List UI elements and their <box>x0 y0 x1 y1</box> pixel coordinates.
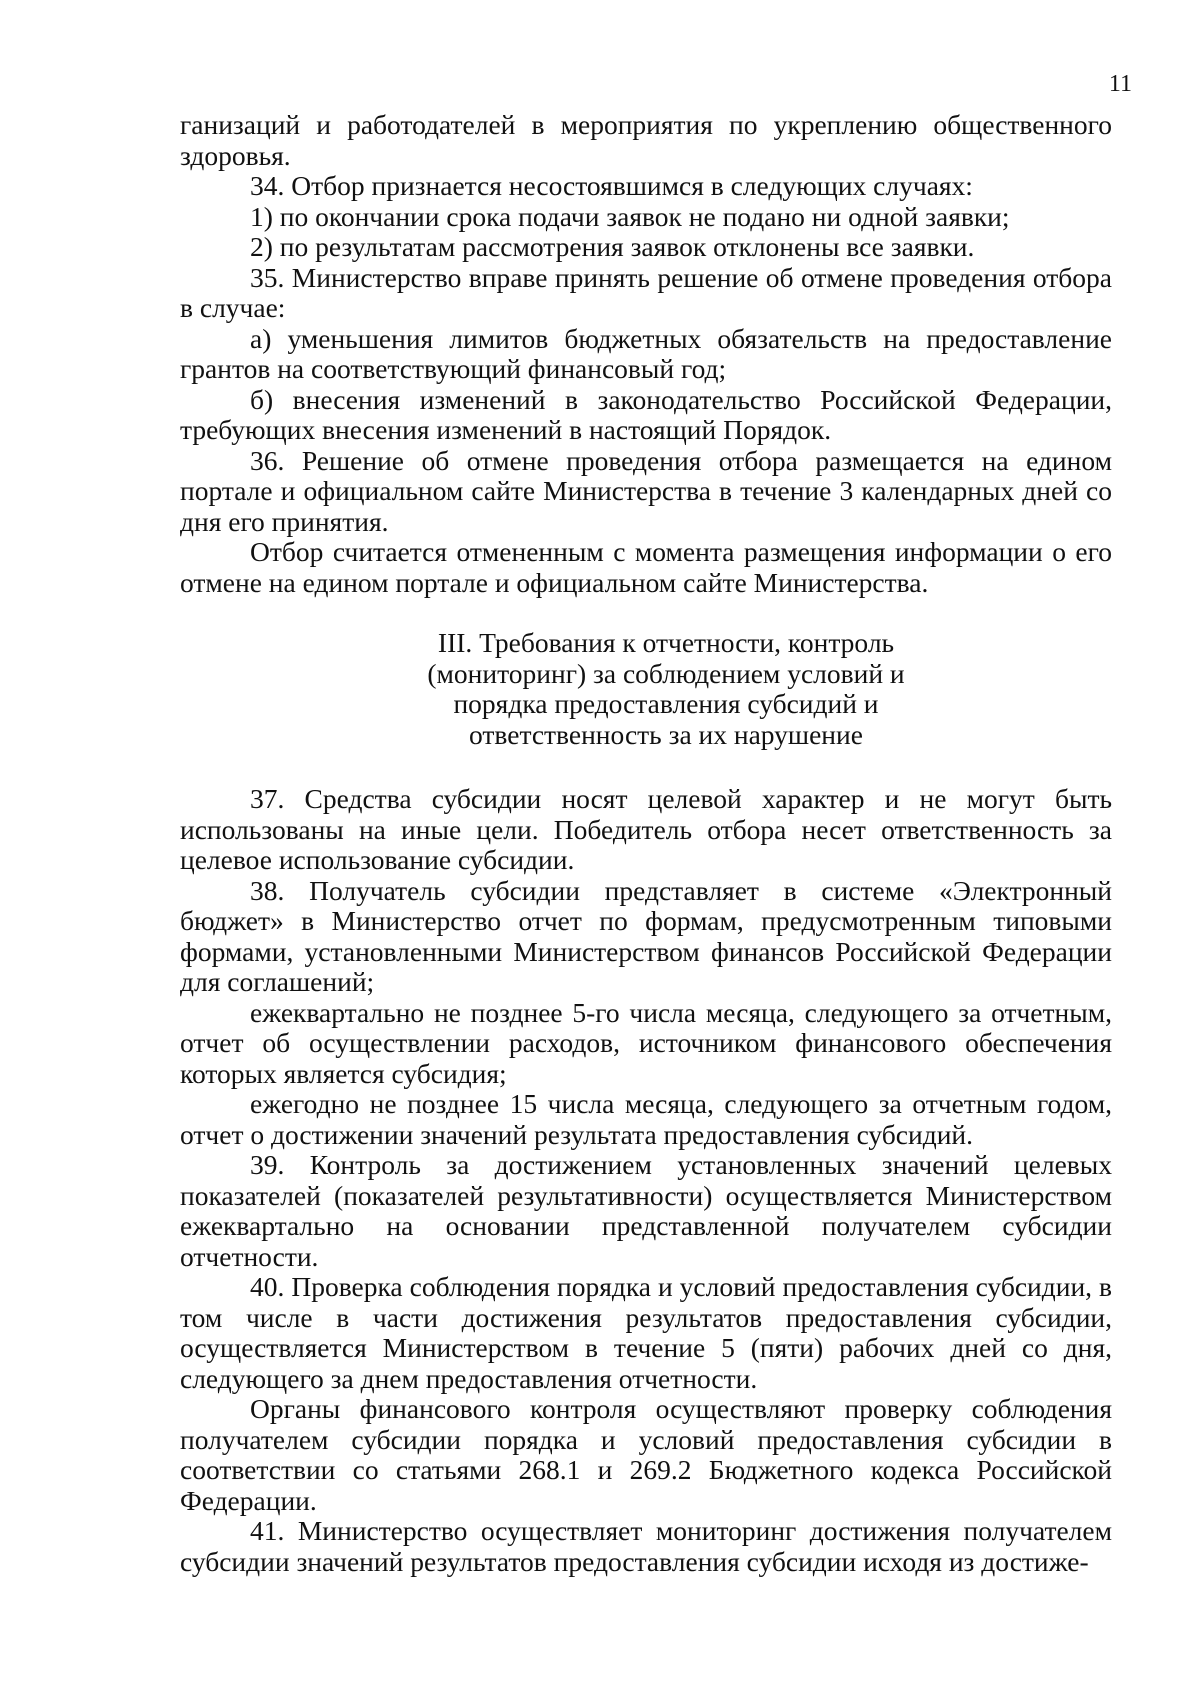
section-heading-line: порядка предоставления субсидий и <box>453 688 879 719</box>
paragraph-39: 39. Контроль за достижением установленных значений целевых показателей (показателей результативности) осуществляется Министерством ежеквартально на основании представленной получателем субсидии отчетности. <box>180 1149 1112 1272</box>
paragraph-36: 36. Решение об отмене проведения отбора размещается на едином портале и официальном сайте Министерства в течение 3 календарных дней со дня его принятия. <box>180 444 1112 537</box>
paragraphs-after <box>180 784 1112 1577</box>
section-heading-line: (мониторинг) за соблюдением условий и <box>427 657 905 689</box>
paragraph-41: 41. Министерство осуществляет мониторинг достижения получателем субсидии значений результатов предоставления субсидии исходя из достиже- <box>180 1515 1112 1577</box>
paragraph-37: 37. Средства субсидии носят целевой характер и не могут быть использованы на иные цели. Победитель отбора несет ответственность за целевое использование субсидии. <box>180 783 1112 875</box>
document-body <box>180 110 1112 1577</box>
paragraph-continuation: ганизаций и работодателей в мероприятия по укреплению общественного здоровья. <box>180 109 1112 171</box>
paragraph-38-quarterly: ежеквартально не позднее 5-го числа месяца, следующего за отчетным, отчет об осуществлении расходов, источником финансового обеспечения которых является субсидия; <box>180 996 1112 1089</box>
paragraph-35-item-a: а) уменьшения лимитов бюджетных обязательств на предоставление грантов на соответствующий финансовый год; <box>180 322 1112 384</box>
paragraphs-before <box>180 110 1112 598</box>
section-heading-line: III. Требования к отчетности, контроль <box>437 627 895 658</box>
paragraph-38: 38. Получатель субсидии представляет в системе «Электронный бюджет» в Министерство отчет по формам, предусмотренным типовыми формами, установленными Министерством финансов Российской Федерации для соглашений; <box>180 874 1112 997</box>
section-heading <box>180 628 1112 750</box>
paragraph-35: 35. Министерство вправе принять решение об отмене проведения отбора в случае: <box>180 261 1112 323</box>
paragraph-38-annual: ежегодно не позднее 15 числа месяца, следующего за отчетным годом, отчет о достижении значений результата предоставления субсидий. <box>180 1088 1112 1150</box>
paragraph-34-item-2: 2) по результатам рассмотрения заявок отклонены все заявки. <box>250 231 975 262</box>
page-number: 11 <box>1108 71 1132 97</box>
section-heading-line: ответственность за их нарушение <box>469 718 863 750</box>
paragraph-40-control: Органы финансового контроля осуществляют проверку соблюдения получателем субсидии порядка и условий предоставления субсидии в соответствии со статьями 268.1 и 269.2 Бюджетного кодекса Российской Федерации. <box>180 1393 1112 1516</box>
paragraph-36-note: Отбор считается отмененным с момента размещения информации о его отмене на едином портале и официальном сайте Министерства. <box>180 536 1112 598</box>
paragraph-35-item-b: б) внесения изменений в законодательство Российской Федерации, требующих внесения изменений в настоящий Порядок. <box>180 383 1112 445</box>
paragraph-40: 40. Проверка соблюдения порядка и условий предоставления субсидии, в том числе в части достижения результатов предоставления субсидии, осуществляется Министерством в течение 5 (пяти) рабочих дней со дня, следующего за днем предоставления отчетности. <box>180 1271 1112 1394</box>
paragraph-34: 34. Отбор признается несостоявшимся в следующих случаях: <box>250 170 973 201</box>
paragraph-34-item-1: 1) по окончании срока подачи заявок не подано ни одной заявки; <box>250 200 1010 232</box>
